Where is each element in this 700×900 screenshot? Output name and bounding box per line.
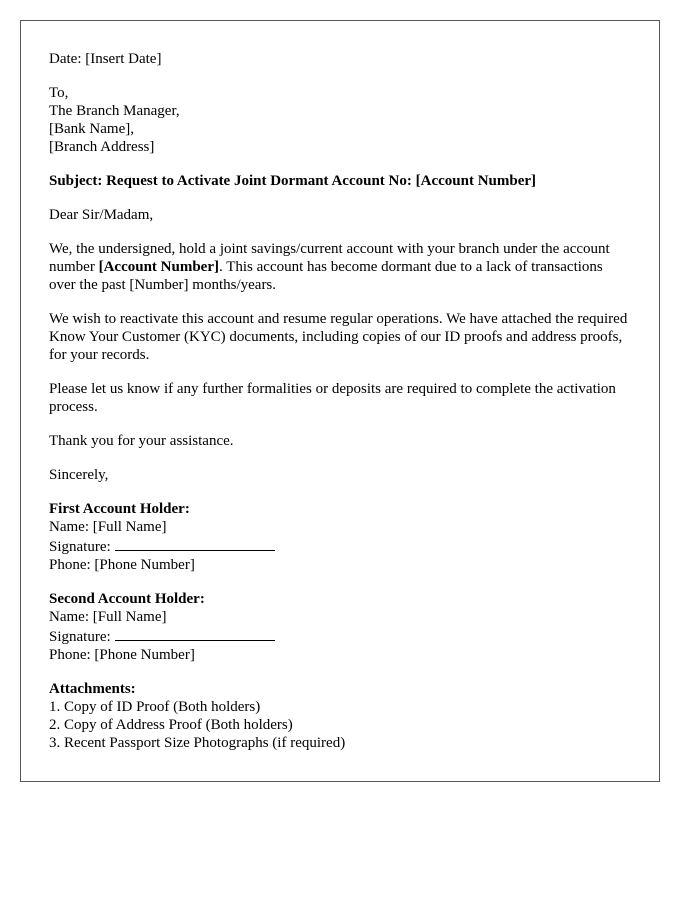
body-paragraph-2: We wish to reactivate this account and resume regular operations. We have attached the required Know Your Customer (KYC) documents, including copies of our ID proofs and address proofs, for your records. [49,311,628,363]
recipient-title: The Branch Manager, [49,103,180,119]
second-holder-phone: Phone: [Phone Number] [49,647,195,663]
attachment-item: 2. Copy of Address Proof (Both holders) [49,717,293,733]
second-holder-signature-line [115,626,275,641]
closing-line: Sincerely, [49,467,109,483]
thanks-line: Thank you for your assistance. [49,433,234,449]
attachment-item: 3. Recent Passport Size Photographs (if required) [49,735,346,751]
recipient-block [49,84,631,156]
first-holder-signature-line [115,536,275,551]
recipient-address: [Branch Address] [49,139,155,155]
first-holder-heading: First Account Holder: [49,501,190,517]
attachments-heading: Attachments: [49,681,136,697]
first-holder-name: Name: [Full Name] [49,519,167,535]
body-paragraph-1-end: . This account has become dormant due to a lack of transactions over the past [Number] months/years. [49,259,603,293]
subject-line: Subject: Request to Activate Joint Dormant Account No: [Account Number] [49,173,537,189]
date-line: Date: [Insert Date] [49,51,162,67]
body-paragraph-3: Please let us know if any further formalities or deposits are required to complete the activation process. [49,381,616,415]
account-number-placeholder: [Account Number] [98,259,219,275]
first-holder-signature [49,536,631,556]
recipient-bank: [Bank Name], [49,121,134,137]
attachment-item: 1. Copy of ID Proof (Both holders) [49,699,261,715]
body-paragraph-1 [49,240,631,294]
recipient-to: To, [49,85,69,101]
first-holder-signature-label: Signature: [49,539,111,555]
letter-page [20,20,660,782]
attachments-block [49,680,631,752]
first-holder-block [49,500,631,574]
second-holder-block [49,590,631,664]
second-holder-signature [49,626,631,646]
second-holder-name: Name: [Full Name] [49,609,167,625]
first-holder-phone: Phone: [Phone Number] [49,557,195,573]
salutation: Dear Sir/Madam, [49,207,154,223]
second-holder-signature-label: Signature: [49,629,111,645]
second-holder-heading: Second Account Holder: [49,591,205,607]
body-paragraph-1-start: We, the undersigned, hold a joint savings/current account with your branch under the account number [49,241,610,275]
